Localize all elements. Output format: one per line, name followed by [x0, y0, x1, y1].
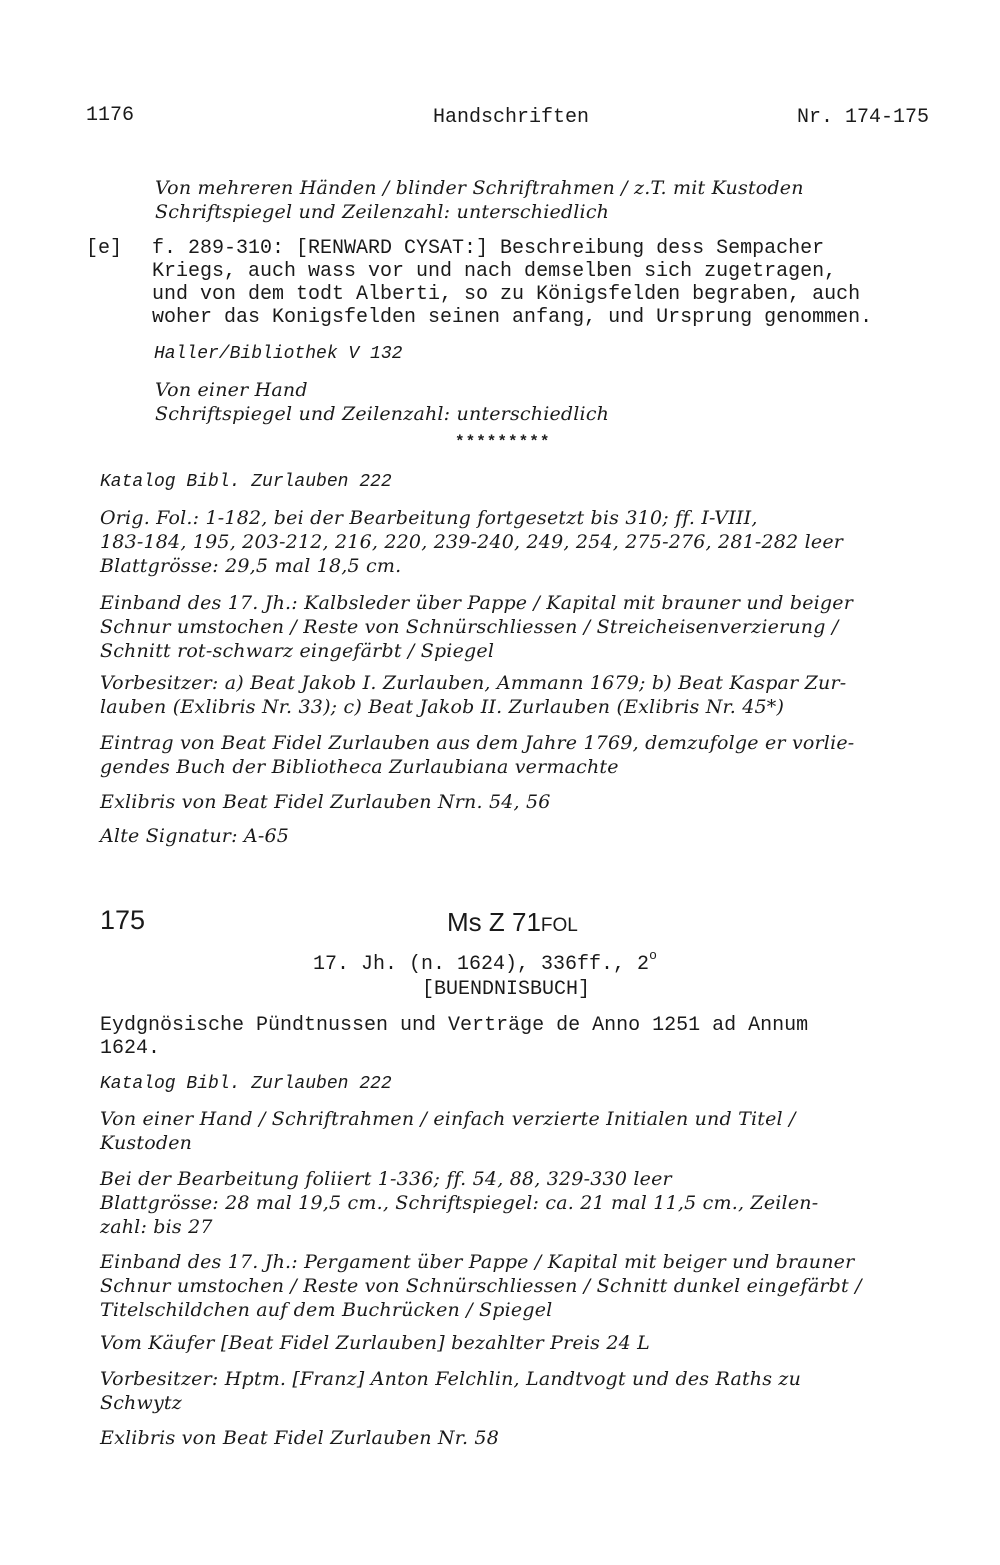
- foliation-description-175: Bei der Bearbeitung foliiert 1-336; ff. 54, 88, 329-330 leer Blattgrösse: 28 mal 19,5 cm., Schriftspiegel: ca. 21 mal 11,5 cm., Zeilen- zahl: bis 27: [100, 1168, 819, 1238]
- price-note: Vom Käufer [Beat Fidel Zurlauben] bezahlter Preis 24 L: [100, 1332, 650, 1354]
- separator-stars: *********: [455, 433, 551, 451]
- hand-description-175: Von einer Hand / Schriftrahmen / einfach verzierte Initialen und Titel / Kustoden: [100, 1108, 796, 1154]
- haller-reference: Haller/Bibliothek V 132: [154, 344, 403, 364]
- manuscript-title: [BUENDNISBUCH]: [422, 978, 591, 1001]
- entry-number: 175: [100, 905, 146, 935]
- hands-description: Von mehreren Händen / blinder Schriftrahmen / z.T. mit Kustoden Schriftspiegel und Zeilenzahl: unterschiedlich: [155, 177, 804, 223]
- old-shelfmark: Alte Signatur: A-65: [100, 825, 290, 847]
- provenance-description-175: Vorbesitzer: Hptm. [Franz] Anton Felchlin, Landtvogt und des Raths zu Schwytz: [100, 1368, 802, 1414]
- binding-description: Einband des 17. Jh.: Kalbsleder über Pappe / Kapital mit brauner und beiger Schnur umstochen / Reste von Schnürschliessen / Streicheisenverzierung / Schnitt rot-schwarz eingefärbt / Spiegel: [100, 592, 854, 662]
- foliation-description: Orig. Fol.: 1-182, bei der Bearbeitung fortgesetzt bis 310; ff. I-VIII, 183-184, 195, 203-212, 216, 220, 239-240, 249, 254, 275-276, 281-282 leer Blattgrösse: 29,5 mal 18,5 cm.: [100, 507, 844, 577]
- part-e-text: f. 289-310: [RENWARD CYSAT:] Beschreibung dess Sempacher Kriegs, auch wass vor und nach demselben sich zugetragen, und von dem todt Alberti, so zu Königsfelden begraben, auch woher das Konigsfelden seinen anfang, und Ursprung genommen.: [152, 237, 873, 329]
- shelfmark: Ms Z 71FOL: [447, 907, 578, 937]
- running-title: Handschriften: [433, 106, 590, 129]
- exlibris-note-175: Exlibris von Beat Fidel Zurlauben Nr. 58: [100, 1427, 500, 1449]
- katalog-reference-175: Katalog Bibl. Zurlauben 222: [100, 1074, 392, 1094]
- katalog-reference: Katalog Bibl. Zurlauben 222: [100, 472, 392, 492]
- date-extent-line: 17. Jh. (n. 1624), 336ff., 2$^o$: [313, 948, 657, 976]
- exlibris-note: Exlibris von Beat Fidel Zurlauben Nrn. 54, 56: [100, 791, 551, 813]
- entry-note: Eintrag von Beat Fidel Zurlauben aus dem Jahre 1769, demzufolge er vorlie- gendes Buch der Bibliotheca Zurlaubiana vermachte: [100, 732, 855, 778]
- part-label: [e]: [86, 237, 123, 260]
- content-description: Eydgnösische Pündtnussen und Verträge de Anno 1251 ad Annum 1624.: [100, 1014, 809, 1060]
- binding-description-175: Einband des 17. Jh.: Pergament über Pappe / Kapital mit beiger und brauner Schnur umstochen / Reste von Schnürschliessen / Schnitt dunkel eingefärbt / Titelschildchen auf dem Buchrücken / Spiegel: [100, 1251, 862, 1321]
- hand-description: Von einer Hand Schriftspiegel und Zeilenzahl: unterschiedlich: [155, 379, 610, 425]
- page-number: 1176: [86, 104, 135, 127]
- entry-range: Nr. 174-175: [797, 106, 930, 129]
- provenance-description: Vorbesitzer: a) Beat Jakob I. Zurlauben, Ammann 1679; b) Beat Kaspar Zur- lauben (Exlibris Nr. 33); c) Beat Jakob II. Zurlauben (Exlibris Nr. 45*): [100, 672, 847, 718]
